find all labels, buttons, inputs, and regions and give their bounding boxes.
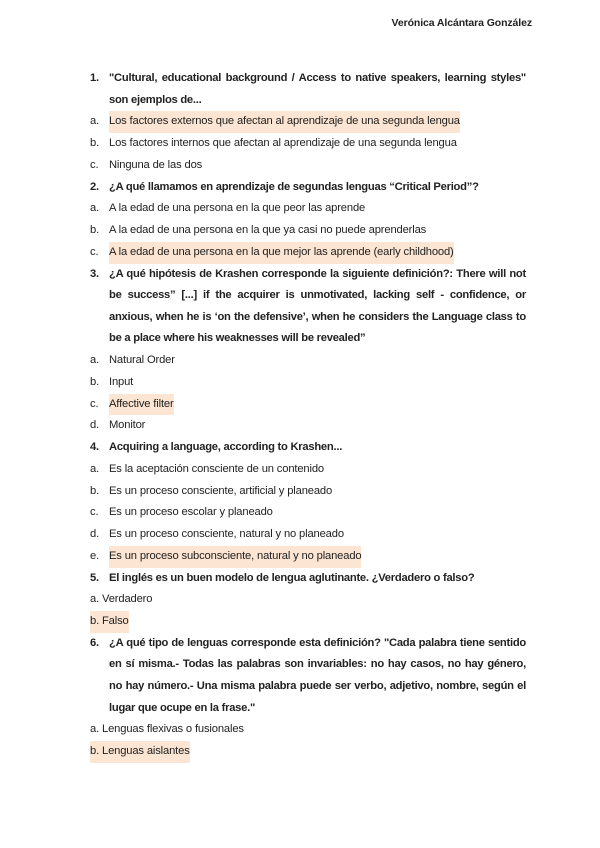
option-letter: a. [90,723,100,736]
question-6 [90,633,526,719]
option-2b [90,220,526,242]
option-text: Ninguna de las dos [109,158,203,171]
question-3 [90,264,526,350]
option-1a [90,111,526,133]
option-text: Los factores internos que afectan al aprendizaje de una segunda lengua [109,136,457,149]
option-text: Monitor [109,419,146,432]
option-text: Lenguas flexivas o fusionales [102,723,244,736]
option-letter: b. [90,375,100,388]
question-text: ¿A qué tipo de lenguas corresponde esta definición? "Cada palabra tiene sentido en sí misma.- Todas las palabras son invariables: no hay casos, no hay género, no hay número.- Una misma palabra puede ser verbo, adjetivo, nombre, según el lugar que ocupe en la frase." [109,636,526,714]
option-letter: c. [90,506,99,519]
option-text: A la edad de una persona en la que peor las aprende [109,202,366,215]
option-letter: a. [90,353,100,366]
question-number: 3. [90,267,99,280]
question-2 [90,177,526,199]
question-text: ¿A qué hipótesis de Krashen corresponde la siguiente definición?: There will not be success” [...] if the acquirer is unmotivated, lacking self - confidence, or anxious, when he is ‘on the defensive’, when he considers the Language class to be a place where his weaknesses will be revealed” [109,267,526,345]
question-5 [90,568,526,590]
question-text: "Cultural, educational background / Access to native speakers, learning styles" son ejemplos de... [109,72,526,106]
option-text: Es un proceso consciente, natural y no planeado [109,528,344,541]
question-text: Acquiring a language, according to Krashen... [109,441,343,454]
option-text: Verdadero [102,593,153,606]
question-number: 5. [90,571,99,584]
option-1c [90,155,526,177]
option-text-highlighted: Falso [102,615,129,628]
option-4b [90,481,526,503]
option-letter: a. [90,202,100,215]
option-letter: c. [90,158,99,171]
option-3d [90,415,526,437]
option-text: Es un proceso consciente, artificial y planeado [109,484,333,497]
option-letter: c. [90,245,99,258]
option-text: Natural Order [109,353,175,366]
option-4d [90,524,526,546]
option-4e [90,546,526,568]
question-number: 4. [90,441,99,454]
option-letter: b. [90,136,100,149]
option-5a [90,589,526,611]
option-letter: b. [90,484,100,497]
question-4 [90,437,526,459]
option-letter: d. [90,419,100,432]
option-text-highlighted: Es un proceso subconsciente, natural y no planeado [109,546,361,568]
option-6b [90,741,526,763]
option-text: Input [109,375,134,388]
option-letter: e. [90,549,100,562]
author-name: Verónica Alcántara González [391,17,532,29]
option-letter: b. [90,223,100,236]
option-text: Es la aceptación consciente de un contenido [109,462,324,475]
option-text: A la edad de una persona en la que ya casi no puede aprenderlas [109,223,427,236]
option-text-highlighted: Lenguas aislantes [102,745,190,758]
question-1 [90,68,526,111]
option-letter: a. [90,115,100,128]
option-text-highlighted: Los factores externos que afectan al aprendizaje de una segunda lengua [109,111,460,133]
question-text: El inglés es un buen modelo de lengua aglutinante. ¿Verdadero o falso? [109,571,475,584]
option-highlight [90,611,129,633]
option-4c [90,502,526,524]
option-text: Es un proceso escolar y planeado [109,506,273,519]
option-text-highlighted: A la edad de una persona en la que mejor las aprende (early childhood) [109,242,454,264]
option-2c [90,242,526,264]
question-number: 2. [90,180,99,193]
quiz-content [90,68,526,763]
option-2a [90,198,526,220]
option-5b [90,611,526,633]
question-text: ¿A qué llamamos en aprendizaje de segundas lenguas “Critical Period”? [109,180,479,193]
option-letter: a. [90,462,100,475]
option-3b [90,372,526,394]
option-letter: b. [90,745,100,758]
question-number: 1. [90,72,99,84]
option-letter: a. [90,593,100,606]
option-letter: d. [90,528,100,541]
option-3c [90,394,526,416]
option-letter: c. [90,397,99,410]
option-4a [90,459,526,481]
option-highlight [90,741,190,763]
option-text-highlighted: Affective filter [109,394,174,416]
option-3a [90,350,526,372]
option-1b [90,133,526,155]
option-6a [90,719,526,741]
question-number: 6. [90,636,99,649]
option-letter: b. [90,615,100,628]
